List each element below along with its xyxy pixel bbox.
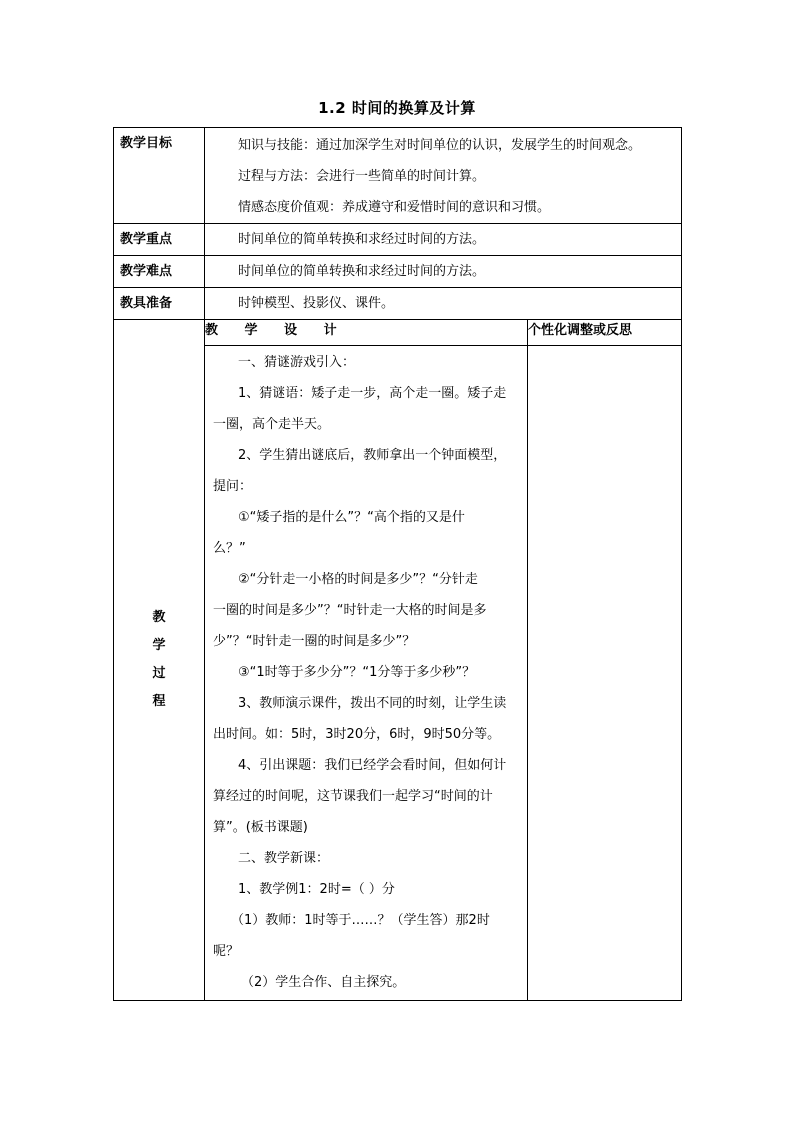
process-header-row	[114, 320, 682, 346]
design-line: 么？”	[213, 541, 246, 556]
objective-knowledge: 知识与技能：通过加深学生对时间单位的认识，发展学生的时间观念。	[238, 138, 642, 153]
design-line: 出时间。如：5时，3时20分，6时，9时50分等。	[213, 727, 501, 742]
design-line: 二、教学新课：	[238, 851, 330, 866]
design-line: 算经过的时间呢，这节课我们一起学习“时间的计	[213, 789, 493, 804]
page-title: 1.2 时间的换算及计算	[318, 99, 476, 117]
materials-label: 教具准备	[114, 288, 205, 320]
design-line: 算”。(板书课题)	[213, 820, 308, 835]
difficulties-label: 教学难点	[114, 256, 205, 288]
design-line: 提问：	[213, 479, 253, 494]
design-line: 一圈，高个走半天。	[213, 417, 331, 432]
process-label-char: 学	[152, 638, 166, 653]
objective-process: 过程与方法：会进行一些简单的时间计算。	[238, 169, 486, 184]
objectives-label: 教学目标	[114, 128, 205, 224]
design-line: ①“矮子指的是什么”？“高个指的又是什	[238, 510, 465, 525]
process-label-char: 程	[152, 694, 166, 709]
design-line: （1）教师：1时等于……？（学生答）那2时	[231, 913, 490, 928]
design-line: （2）学生合作、自主探究。	[241, 975, 406, 990]
design-line: ③“1时等于多少分”？“1分等于多少秒”？	[238, 665, 476, 680]
difficulties-row	[114, 256, 682, 288]
difficulties-text: 时间单位的简单转换和求经过时间的方法。	[238, 264, 486, 279]
process-label	[114, 320, 205, 1001]
materials-text: 时钟模型、投影仪、课件。	[238, 296, 395, 311]
design-content	[205, 346, 528, 1001]
objective-attitude: 情感态度价值观：养成遵守和爱惜时间的意识和习惯。	[238, 200, 551, 215]
key-points-row	[114, 224, 682, 256]
design-line: 一圈的时间是多少”？“时针走一大格的时间是多	[213, 603, 487, 618]
design-line: ②“分针走一小格的时间是多少”？“分针走	[238, 572, 478, 587]
process-label-char: 过	[152, 666, 166, 681]
objectives-content	[205, 128, 682, 224]
design-line: 2、学生猜出谜底后，教师拿出一个钟面模型，	[238, 448, 507, 463]
objectives-row	[114, 128, 682, 224]
design-line: 1、教学例1：2时=（ ）分	[238, 882, 395, 897]
lesson-plan-table	[113, 127, 682, 1001]
key-points-content	[205, 224, 682, 256]
process-label-char: 教	[152, 610, 166, 625]
reflection-content	[528, 346, 682, 1001]
design-line: 3、教师演示课件，拨出不同的时刻，让学生读	[238, 696, 507, 711]
key-points-text: 时间单位的简单转换和求经过时间的方法。	[238, 232, 486, 247]
difficulties-content	[205, 256, 682, 288]
design-header: 教 学 设 计	[205, 320, 528, 346]
key-points-label: 教学重点	[114, 224, 205, 256]
reflection-header: 个性化调整或反思	[528, 320, 682, 346]
design-line: 少”？“时针走一圈的时间是多少”？	[213, 634, 416, 649]
materials-row	[114, 288, 682, 320]
design-line: 1、猜谜语：矮子走一步，高个走一圈。矮子走	[238, 386, 507, 401]
design-line: 呢？	[213, 944, 240, 959]
design-line: 4、引出课题：我们已经学会看时间，但如何计	[238, 758, 507, 773]
materials-content	[205, 288, 682, 320]
design-line: 一、猜谜游戏引入：	[238, 355, 356, 370]
